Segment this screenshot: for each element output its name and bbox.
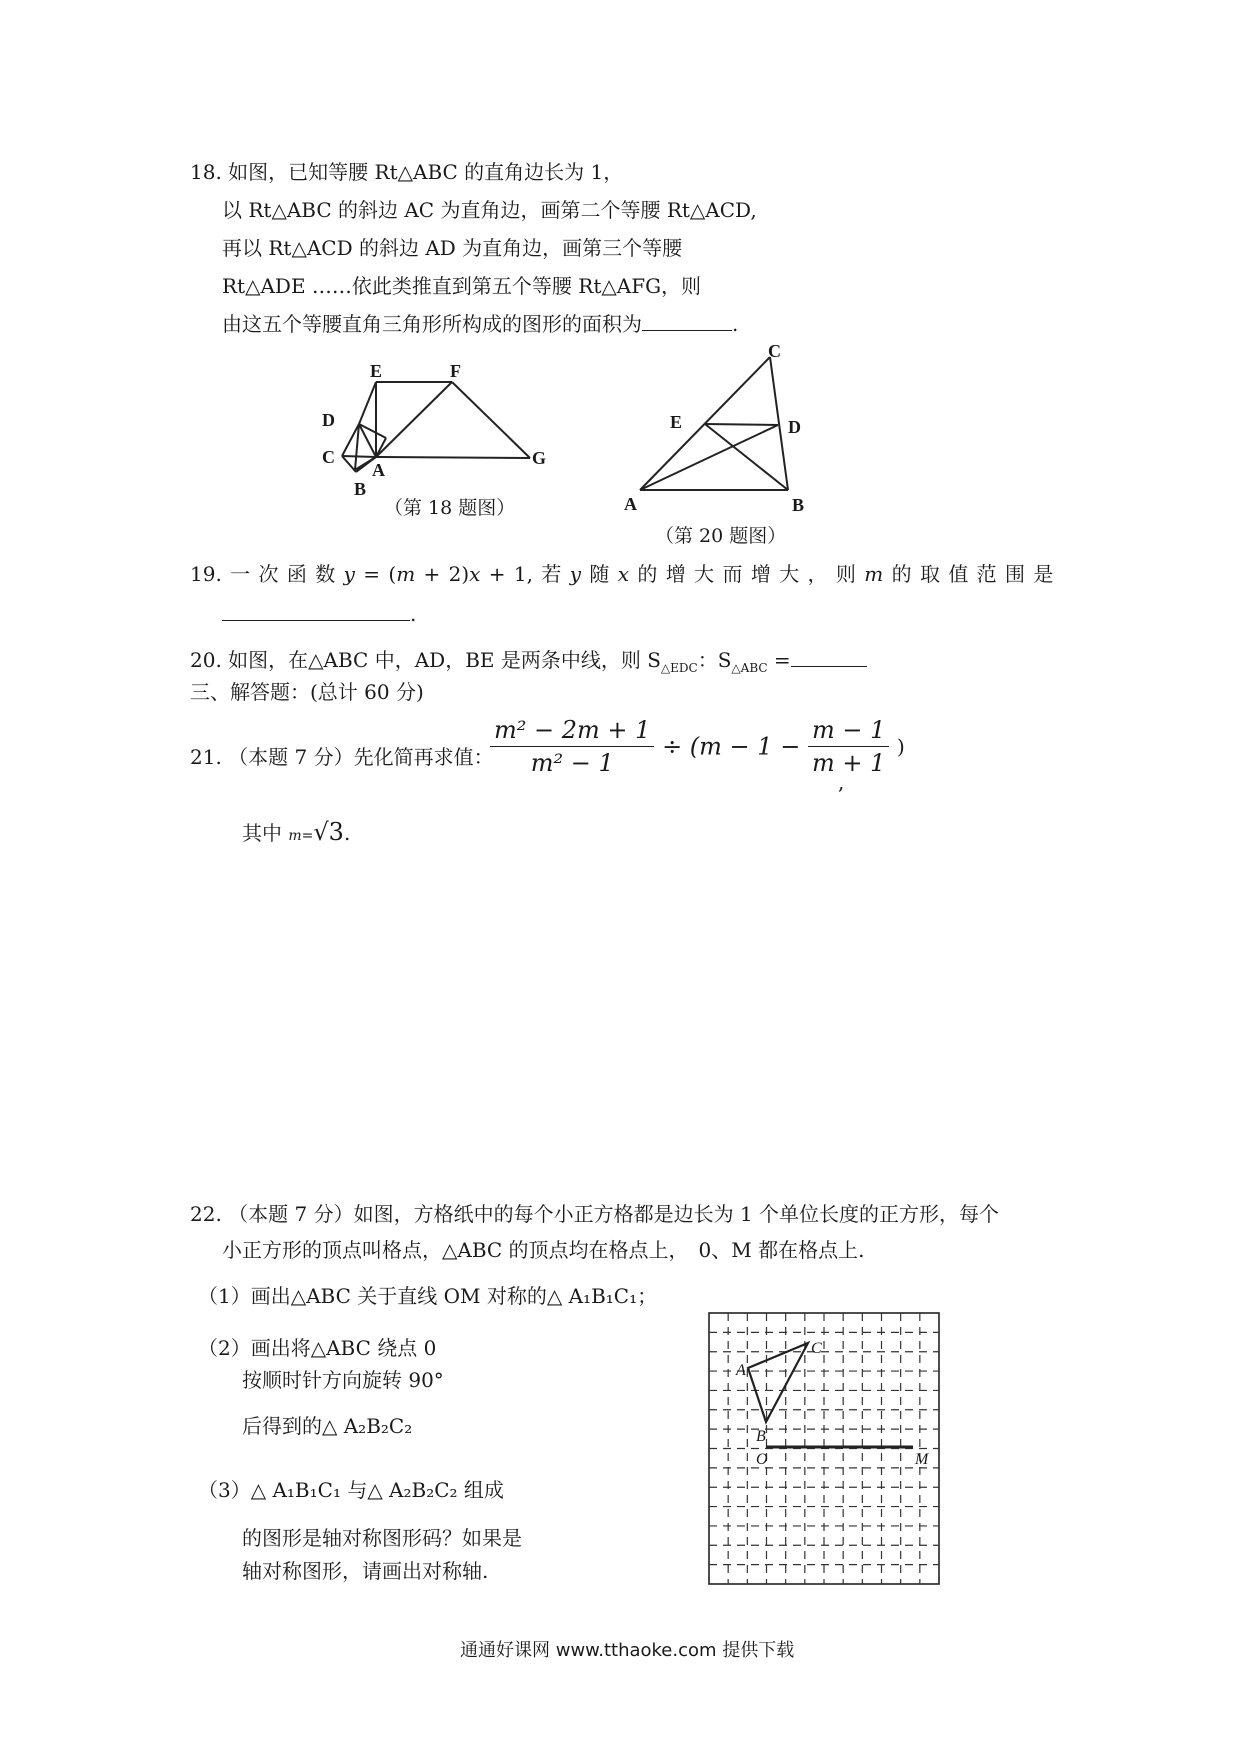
fig18-label-d: D [322, 410, 335, 430]
q18-line-3: 再以 Rt△ACD 的斜边 AD 为直角边，画第三个等腰 [222, 236, 683, 260]
q19-eq-plus1: + 1, [480, 562, 534, 586]
q22-part-2a: （2）画出将△ABC 绕点 0 [198, 1336, 437, 1360]
q21-close-paren: ) [896, 734, 905, 759]
q19-text-b: 若 [541, 562, 562, 586]
fig20-label-e: E [670, 412, 683, 432]
q21-where-line [242, 818, 350, 850]
section-3-heading: 三、解答题：(总计 60 分) [190, 680, 424, 704]
fig18-label-c: C [322, 447, 335, 467]
q19-text-c: 随 [589, 562, 610, 586]
fig18-label-e: E [370, 361, 383, 381]
q21-frac2-numerator: m − 1 [808, 716, 889, 747]
q21-frac1-denominator: m² − 1 [530, 749, 614, 777]
q21-m-var: m= [288, 828, 314, 844]
q18-line-5 [222, 310, 738, 338]
q18-line-5-text: 由这五个等腰直角三角形所构成的图形的面积为 [222, 312, 642, 336]
q22-line-2: 小正方形的顶点叫格点，△ABC 的顶点均在格点上， 0、M 都在格点上. [222, 1238, 865, 1262]
q22-part-2c: 后得到的△ A₂B₂C₂ [242, 1414, 413, 1438]
q21-dot: . [343, 821, 351, 845]
q19-eq-plus2: + 2) [415, 562, 470, 586]
q19-text-e: 的 取 值 范 围 是 [891, 562, 1054, 586]
q20-sub-abc: △ABC [731, 661, 768, 675]
q21-fraction-1 [490, 716, 654, 777]
q22-part-3b: 的图形是轴对称图形码？如果是 [242, 1526, 522, 1550]
q20-line [190, 646, 867, 682]
q19-end-dot: . [410, 602, 417, 626]
q21-divide-part: ÷ (m − 1 − [662, 732, 801, 761]
q19-text-a: 一 次 函 数 [230, 562, 336, 586]
q19-answer-blank [222, 620, 410, 621]
fig20-label-c: C [768, 341, 781, 361]
q19-line-1 [190, 560, 1053, 588]
q18-line-5-end: . [732, 312, 739, 336]
grid-label-a: A [736, 1362, 746, 1379]
q18-answer-blank [642, 330, 732, 331]
q22-part-2b: 按顺时针方向旋转 90° [242, 1368, 444, 1392]
fig18-label-b: B [354, 479, 367, 499]
q21-where: 其中 [242, 821, 282, 845]
q21-comma: , [838, 770, 845, 794]
q18-line-4: Rt△ADE ……依此类推直到第五个等腰 Rt△AFG，则 [222, 274, 702, 298]
q21-frac2-denominator: m + 1 [811, 749, 886, 777]
figure-20 [610, 340, 830, 520]
grid-label-c: C [811, 1340, 822, 1357]
q20-eq: = [767, 648, 791, 672]
fig18-label-g: G [532, 448, 547, 468]
q19-eq-eq: = ( [354, 562, 397, 586]
q21-lead: 21. （本题 7 分）先化简再求值： [190, 745, 494, 769]
fig18-label-a: A [372, 460, 385, 480]
q21-frac1-numerator: m² − 2m + 1 [490, 716, 654, 747]
q21-fraction-2 [808, 716, 889, 777]
q19-text-d: 的 增 大 而 增 大 ， 则 [637, 562, 856, 586]
fig20-label-d: D [788, 417, 801, 437]
grid-label-m: M [915, 1451, 929, 1468]
q19-number: 19. [190, 562, 222, 586]
grid-label-o: O [756, 1451, 768, 1468]
q22-grid-figure [708, 1312, 940, 1586]
fig20-label-a: A [624, 494, 637, 514]
fig20-label-b: B [792, 495, 805, 515]
q22-part-3a: （3）△ A₁B₁C₁ 与△ A₂B₂C₂ 组成 [198, 1478, 504, 1502]
q18-line-1: 18. 如图，已知等腰 Rt△ABC 的直角边长为 1， [190, 160, 624, 184]
grid-label-b: B [756, 1428, 766, 1445]
page-footer: 通通好课网 www.tthaoke.com 提供下载 [460, 1640, 795, 1661]
q20-sub-edc: △EDC [660, 661, 698, 675]
q18-line-2: 以 Rt△ABC 的斜边 AC 为直角边，画第二个等腰 Rt△ACD, [222, 198, 757, 222]
q21-sqrt3: √3 [313, 818, 344, 846]
fig18-caption: （第 18 题图） [384, 497, 516, 519]
q19-var-m: m [864, 562, 884, 586]
q19-answer-line [222, 600, 416, 628]
fig20-caption: （第 20 题图） [655, 525, 787, 547]
q20-answer-blank [791, 666, 867, 667]
q19-var-x: x [617, 562, 630, 586]
q20-colon: ：S [697, 648, 732, 672]
q22-part-3c: 轴对称图形，请画出对称轴. [242, 1559, 489, 1583]
fig18-label-f: F [450, 361, 461, 381]
q19-eq-x: x [469, 562, 481, 586]
q19-eq-m: m [396, 562, 416, 586]
q22-line-1: 22. （本题 7 分）如图，方格纸中的每个小正方格都是边长为 1 个单位长度的正方形，每个 [190, 1202, 1000, 1226]
q22-part-1: （1）画出△ABC 关于直线 OM 对称的△ A₁B₁C₁； [198, 1284, 658, 1308]
q19-eq-y: y [343, 562, 355, 586]
q20-text: 20. 如图，在△ABC 中，AD，BE 是两条中线，则 S [190, 648, 661, 672]
q19-var-y: y [569, 562, 582, 586]
